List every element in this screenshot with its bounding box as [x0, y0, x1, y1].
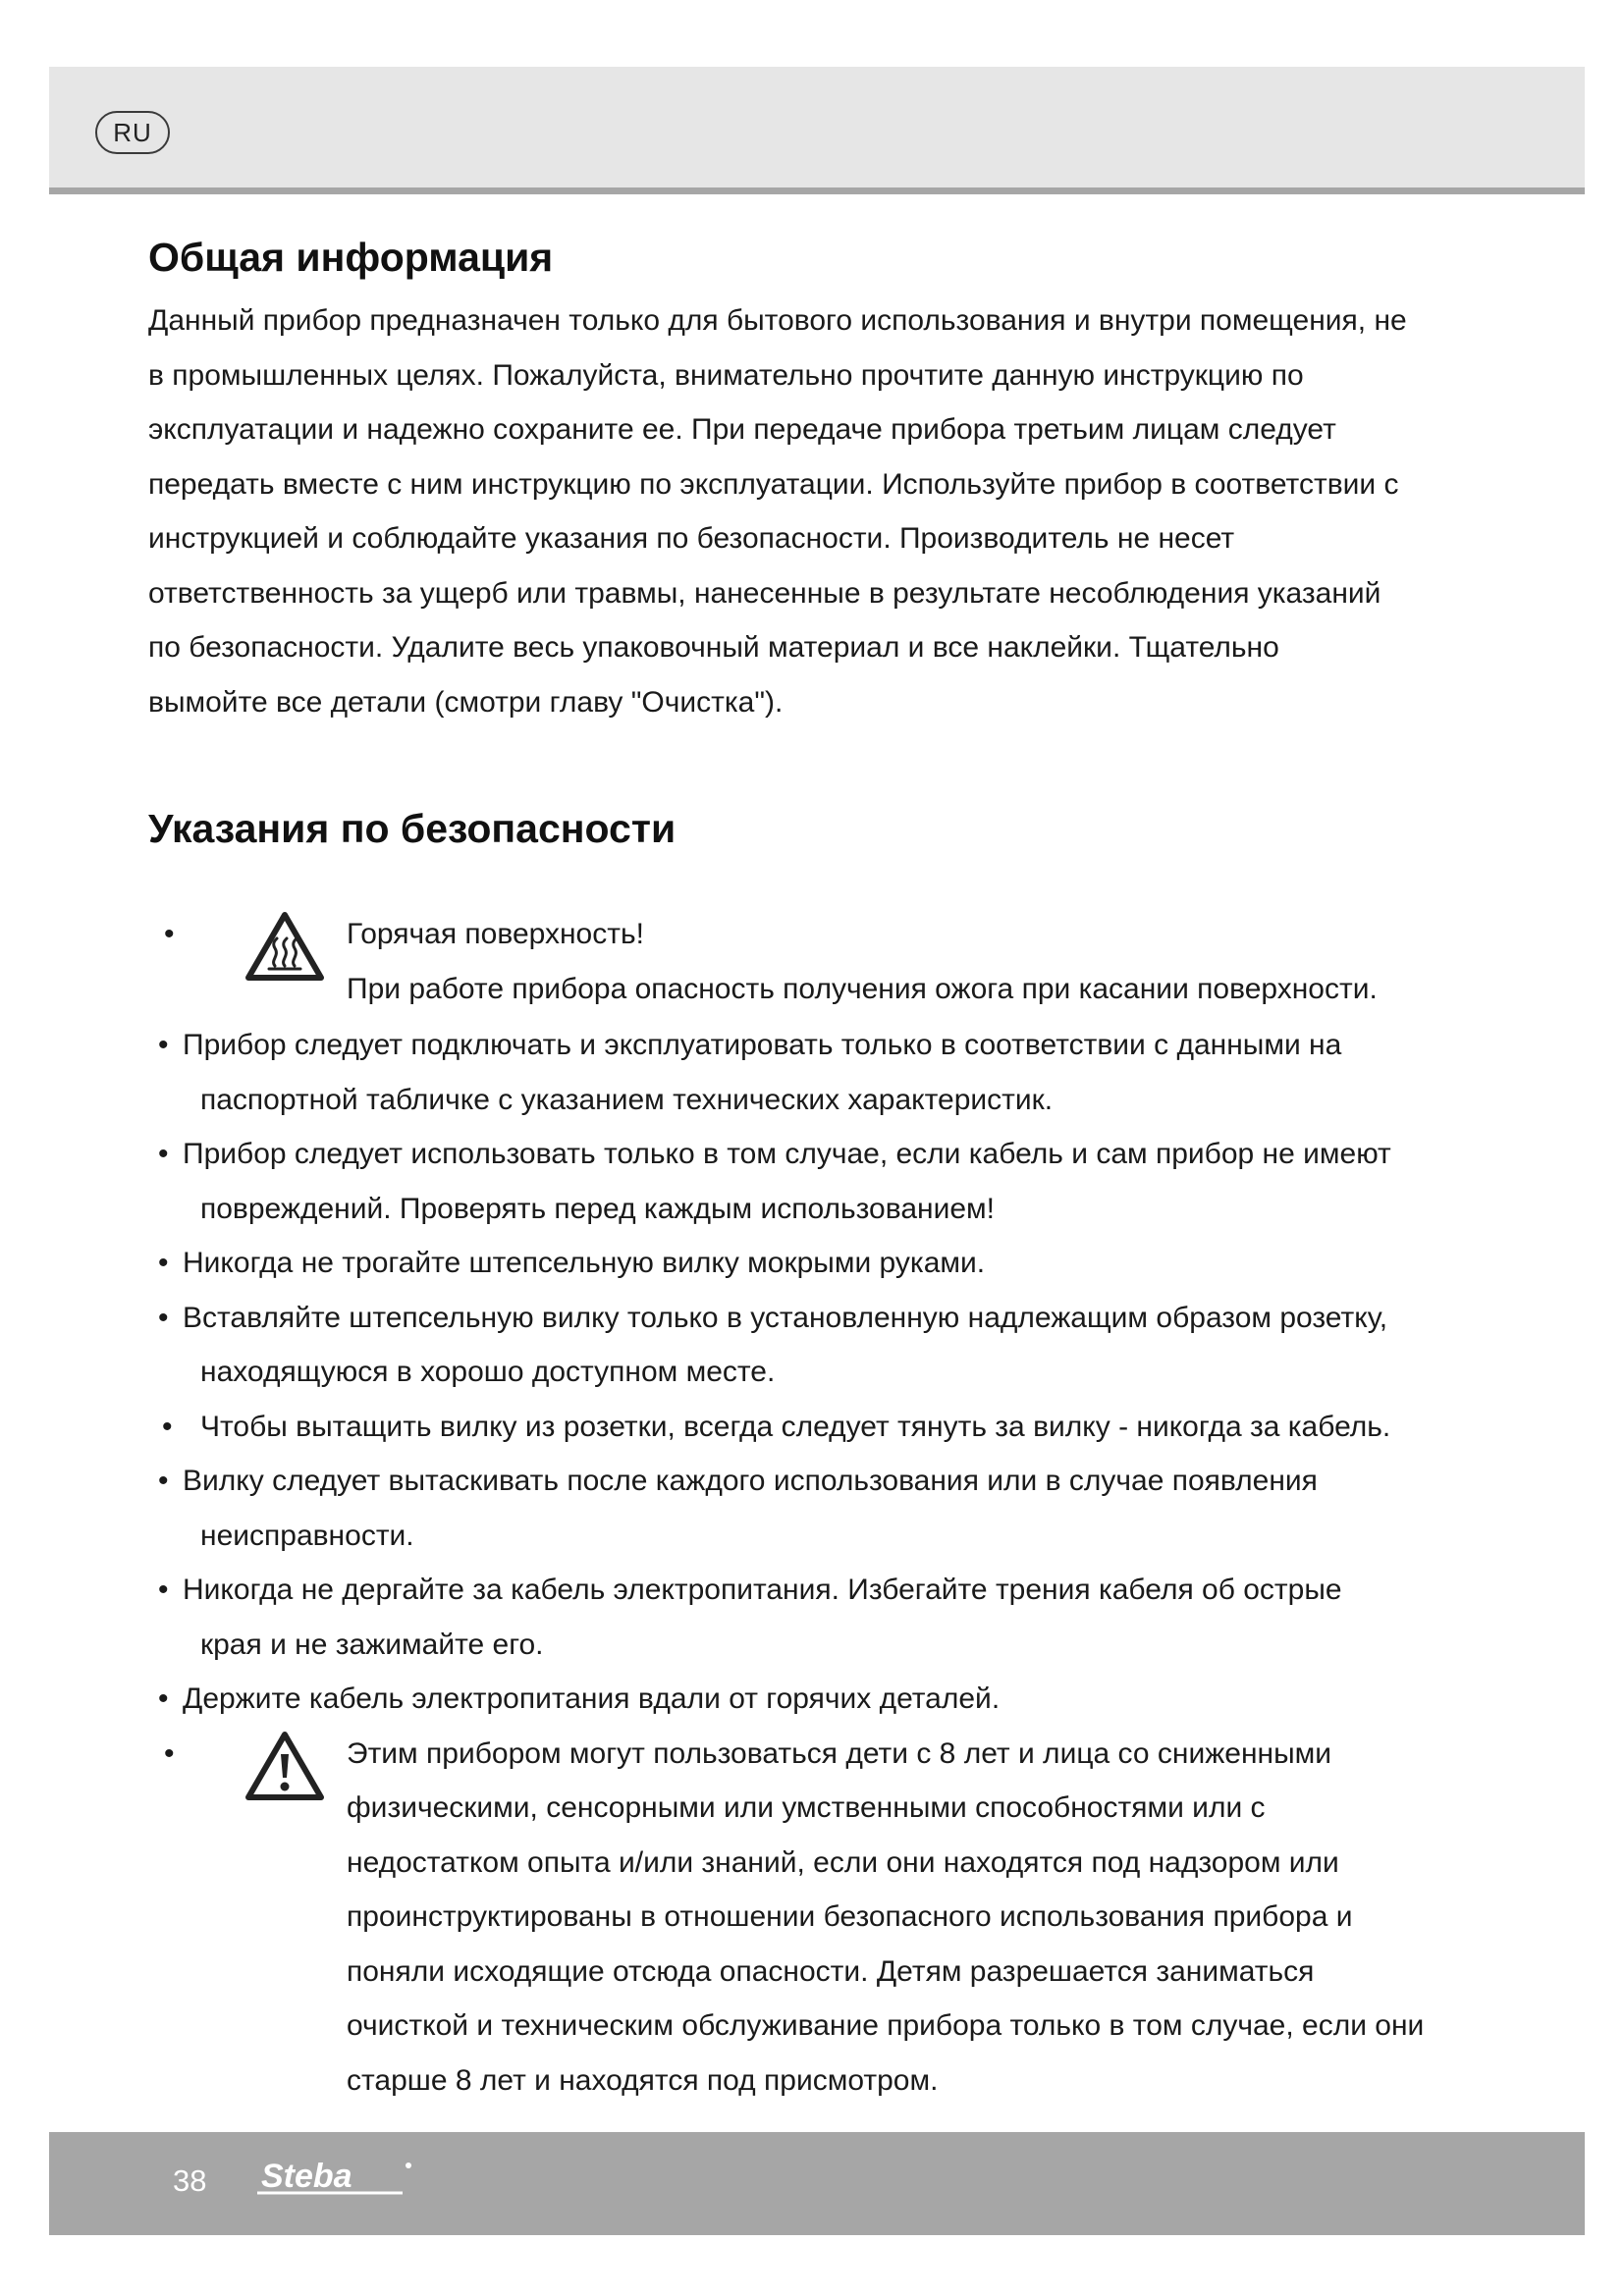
children-text-line: очисткой и техническим обслуживание прибора только в том случае, если они — [347, 2009, 1425, 2042]
section-title-general: Общая информация — [148, 235, 554, 280]
general-warning-icon — [243, 1729, 327, 1803]
paragraph-line: в промышленных целях. Пожалуйста, внимательно прочтите данную инструкцию по — [148, 358, 1304, 392]
general-info-paragraph — [148, 294, 1523, 729]
language-badge: RU — [95, 111, 170, 154]
children-text-line: недостатком опыта и/или знаний, если они находятся под надзором или — [347, 1845, 1339, 1879]
bullet: • — [158, 1301, 169, 1334]
safety-item-text: Прибор следует использовать только в том случае, если кабель и сам прибор не имеют — [183, 1138, 1391, 1170]
safety-item — [148, 1454, 1523, 1563]
safety-item-continuation: находящуюся в хорошо доступном месте. — [200, 1356, 776, 1388]
bullet: • — [164, 1736, 175, 1770]
svg-text:Steba: Steba — [261, 2158, 352, 2195]
bullet: • — [162, 1410, 173, 1443]
header-band — [49, 67, 1585, 194]
page-content — [148, 232, 1523, 2108]
hot-surface-warning-icon — [243, 909, 327, 984]
safety-item-continuation: неисправности. — [200, 1519, 414, 1552]
safety-item-text: Никогда не трогайте штепсельную вилку мокрыми руками. — [183, 1247, 986, 1279]
safety-item-continuation: паспортной табличке с указанием технических характеристик. — [200, 1083, 1054, 1116]
safety-item — [148, 1672, 1523, 1727]
bullet: • — [164, 918, 175, 950]
bullet: • — [158, 1138, 169, 1170]
safety-item — [148, 1127, 1523, 1236]
paragraph-line: вымойте все детали (смотри главу "Очистка"). — [148, 685, 784, 719]
safety-item-continuation: края и не зажимайте его. — [200, 1628, 544, 1661]
safety-item-text: Чтобы вытащить вилку из розетки, всегда следует тянуть за вилку - никогда за кабель. — [200, 1410, 1391, 1443]
safety-item-text: Вставляйте штепсельную вилку только в установленную надлежащим образом розетку, — [183, 1301, 1388, 1334]
paragraph-line: передать вместе с ним инструкцию по эксплуатации. Используйте прибор в соответствии с — [148, 467, 1399, 501]
hot-surface-text: При работе прибора опасность получения ожога при касании поверхности. — [347, 972, 1378, 1005]
bullet: • — [158, 1574, 169, 1606]
safety-item-continuation: повреждений. Проверять перед каждым использованием! — [200, 1192, 995, 1225]
paragraph-line: ответственность за ущерб или травмы, нанесенные в результате несоблюдения указаний — [148, 576, 1381, 610]
page-number: 38 — [173, 2163, 207, 2198]
safety-item-text: Прибор следует подключать и эксплуатировать только в соответствии с данными на — [183, 1029, 1342, 1061]
safety-item — [148, 1400, 1523, 1455]
safety-item-text: Держите кабель электропитания вдали от горячих деталей. — [183, 1682, 1001, 1715]
section-title-safety: Указания по безопасности — [148, 806, 677, 851]
safety-item-text: Никогда не дергайте за кабель электропитания. Избегайте трения кабеля об острые — [183, 1574, 1342, 1606]
safety-item — [148, 1236, 1523, 1291]
children-text-line: физическими, сенсорными или умственными способностями или с — [347, 1791, 1266, 1824]
bullet: • — [158, 1682, 169, 1715]
children-text-line: старше 8 лет и находятся под присмотром. — [347, 2063, 939, 2097]
bullet: • — [158, 1465, 169, 1497]
safety-item — [148, 1563, 1523, 1672]
children-text-line: проинструктированы в отношении безопасного использования прибора и — [347, 1900, 1353, 1933]
safety-item-children — [148, 1727, 1523, 2109]
steba-logo — [255, 2154, 422, 2203]
safety-list — [148, 907, 1523, 2108]
paragraph-line: по безопасности. Удалите весь упаковочный материал и все наклейки. Тщательно — [148, 631, 1279, 664]
safety-item-text: Вилку следует вытаскивать после каждого использования или в случае появления — [183, 1465, 1318, 1497]
hot-surface-title: Горячая поверхность! — [347, 918, 644, 950]
safety-item-hot-surface — [148, 907, 1523, 1016]
paragraph-line: Данный прибор предназначен только для бытового использования и внутри помещения, не — [148, 304, 1407, 337]
children-text-line: Этим прибором могут пользоваться дети с 8 лет и лица со сниженными — [347, 1736, 1332, 1770]
paragraph-line: инструкцией и соблюдайте указания по безопасности. Производитель не несет — [148, 522, 1235, 555]
paragraph-line: эксплуатации и надежно сохраните ее. При передаче прибора третьим лицам следует — [148, 413, 1336, 446]
safety-item — [148, 1018, 1523, 1127]
safety-item — [148, 1291, 1523, 1400]
footer-band — [49, 2132, 1585, 2235]
bullet: • — [158, 1029, 169, 1061]
children-text-line: поняли исходящие отсюда опасности. Детям разрешается заниматься — [347, 1954, 1315, 1988]
bullet: • — [158, 1247, 169, 1279]
